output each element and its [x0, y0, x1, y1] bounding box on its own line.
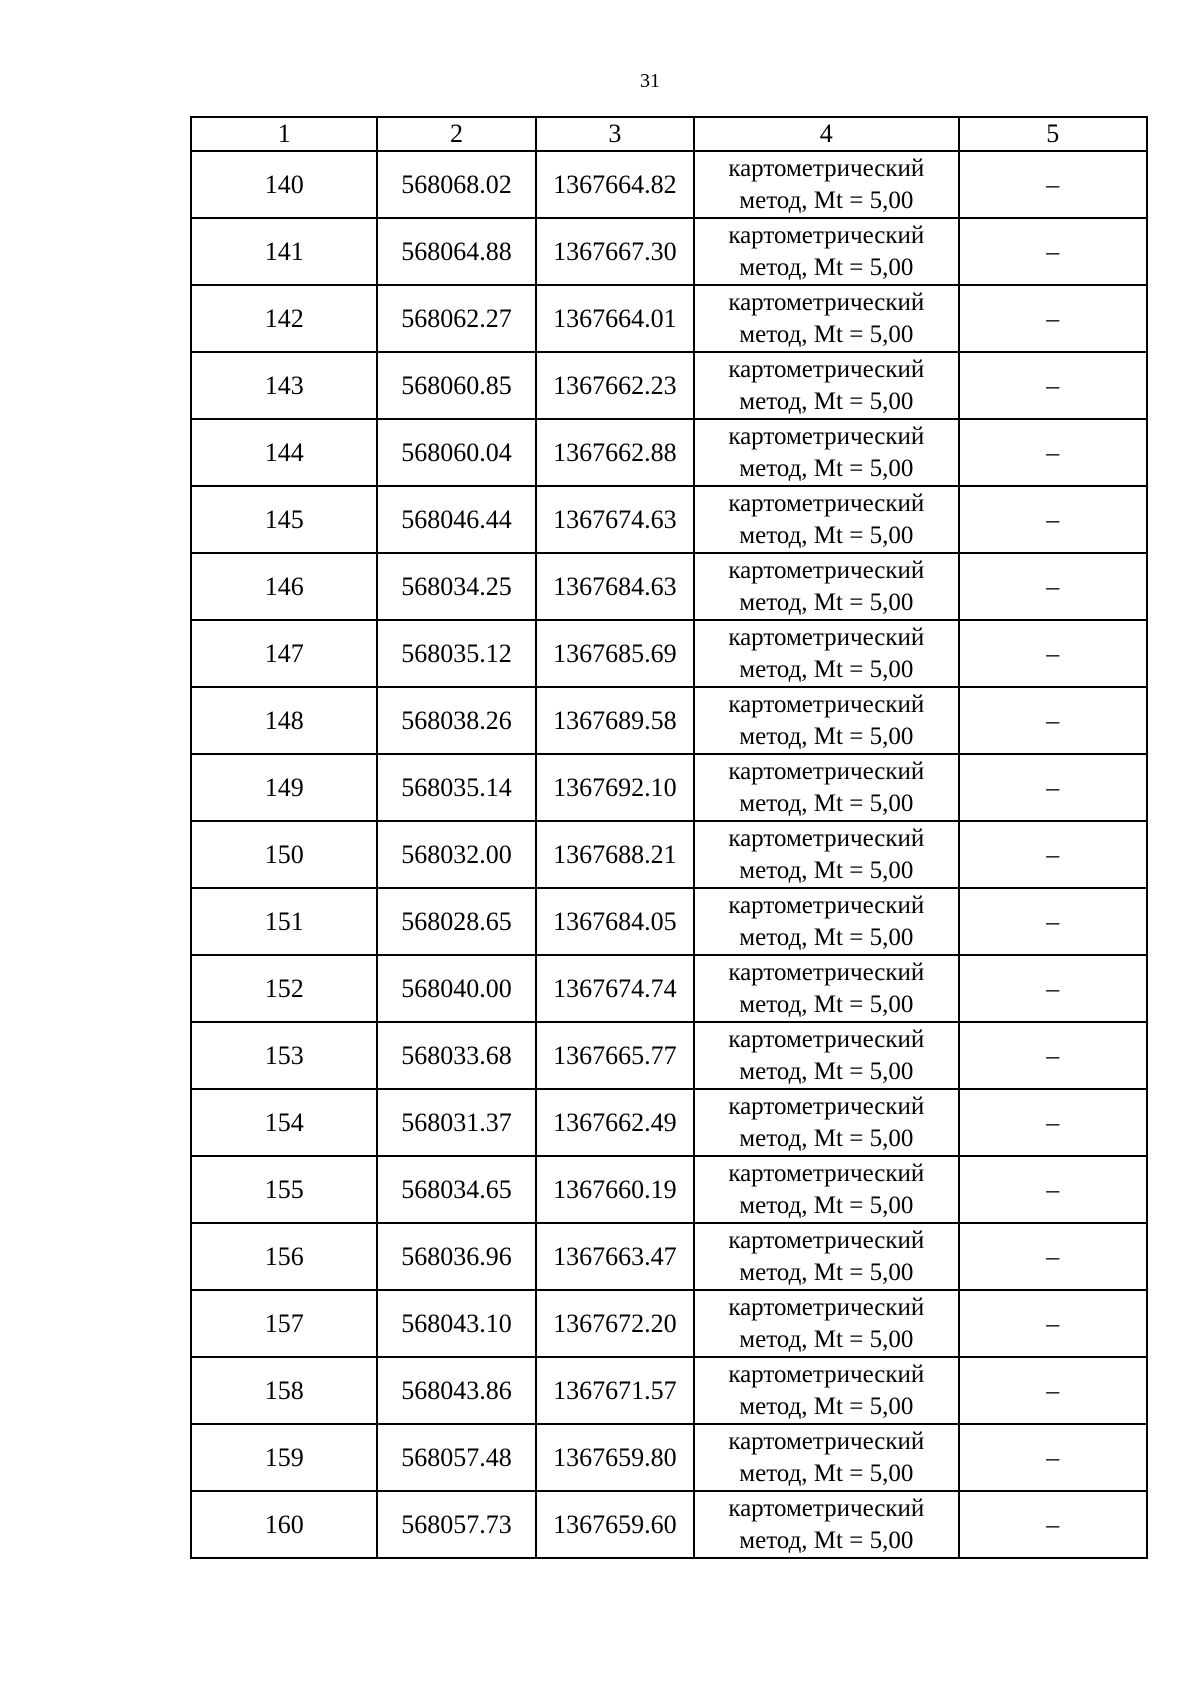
notes-cell: – — [959, 955, 1147, 1022]
point-number-cell: 146 — [191, 553, 377, 620]
notes-cell: – — [959, 1156, 1147, 1223]
point-number-cell: 147 — [191, 620, 377, 687]
y-coordinate-cell: 1367684.05 — [536, 888, 694, 955]
header-cell-1: 1 — [191, 117, 377, 151]
table-row — [191, 821, 1147, 888]
header-cell-5: 5 — [959, 117, 1147, 151]
method-cell — [694, 1491, 959, 1558]
x-coordinate-cell: 568043.10 — [377, 1290, 535, 1357]
table-row — [191, 1357, 1147, 1424]
y-coordinate-cell: 1367674.63 — [536, 486, 694, 553]
notes-cell: – — [959, 1022, 1147, 1089]
point-number-cell: 149 — [191, 754, 377, 821]
method-line-2: метод, Mt = 5,00 — [739, 856, 914, 884]
y-coordinate-cell: 1367684.63 — [536, 553, 694, 620]
method-cell — [694, 553, 959, 620]
notes-cell: – — [959, 419, 1147, 486]
notes-cell: – — [959, 1223, 1147, 1290]
method-line-1: картометрический — [728, 1226, 925, 1254]
table-row — [191, 486, 1147, 553]
method-line-2: метод, Mt = 5,00 — [739, 1459, 914, 1487]
method-line-1: картометрический — [728, 824, 925, 852]
point-number-cell: 152 — [191, 955, 377, 1022]
table-row — [191, 754, 1147, 821]
point-number-cell: 159 — [191, 1424, 377, 1491]
method-line-2: метод, Mt = 5,00 — [739, 387, 914, 415]
y-coordinate-cell: 1367659.80 — [536, 1424, 694, 1491]
notes-cell: – — [959, 218, 1147, 285]
notes-cell: – — [959, 352, 1147, 419]
x-coordinate-cell: 568033.68 — [377, 1022, 535, 1089]
x-coordinate-cell: 568040.00 — [377, 955, 535, 1022]
method-line-2: метод, Mt = 5,00 — [739, 1258, 914, 1286]
table-row — [191, 1156, 1147, 1223]
method-line-2: метод, Mt = 5,00 — [739, 521, 914, 549]
y-coordinate-cell: 1367662.23 — [536, 352, 694, 419]
table-row — [191, 151, 1147, 218]
table-row — [191, 1491, 1147, 1558]
method-line-1: картометрический — [728, 154, 925, 182]
notes-cell: – — [959, 888, 1147, 955]
method-cell — [694, 1022, 959, 1089]
table-row — [191, 1424, 1147, 1491]
method-cell — [694, 620, 959, 687]
point-number-cell: 145 — [191, 486, 377, 553]
method-line-1: картометрический — [728, 1494, 925, 1522]
x-coordinate-cell: 568057.73 — [377, 1491, 535, 1558]
method-line-1: картометрический — [728, 288, 925, 316]
x-coordinate-cell: 568031.37 — [377, 1089, 535, 1156]
point-number-cell: 144 — [191, 419, 377, 486]
x-coordinate-cell: 568034.25 — [377, 553, 535, 620]
table-row — [191, 553, 1147, 620]
method-cell — [694, 285, 959, 352]
method-line-1: картометрический — [728, 623, 925, 651]
method-line-2: метод, Mt = 5,00 — [739, 1392, 914, 1420]
table-row — [191, 352, 1147, 419]
method-cell — [694, 1357, 959, 1424]
table-row — [191, 285, 1147, 352]
x-coordinate-cell: 568038.26 — [377, 687, 535, 754]
y-coordinate-cell: 1367672.20 — [536, 1290, 694, 1357]
point-number-cell: 157 — [191, 1290, 377, 1357]
table-row — [191, 1290, 1147, 1357]
x-coordinate-cell: 568035.14 — [377, 754, 535, 821]
method-line-2: метод, Mt = 5,00 — [739, 588, 914, 616]
method-line-1: картометрический — [728, 690, 925, 718]
x-coordinate-cell: 568060.04 — [377, 419, 535, 486]
point-number-cell: 160 — [191, 1491, 377, 1558]
table-header — [191, 117, 1147, 151]
method-cell — [694, 1089, 959, 1156]
y-coordinate-cell: 1367685.69 — [536, 620, 694, 687]
table-row — [191, 218, 1147, 285]
coordinates-table — [190, 116, 1148, 1559]
header-cell-2: 2 — [377, 117, 535, 151]
method-line-2: метод, Mt = 5,00 — [739, 923, 914, 951]
notes-cell: – — [959, 553, 1147, 620]
y-coordinate-cell: 1367662.88 — [536, 419, 694, 486]
table-row — [191, 1022, 1147, 1089]
notes-cell: – — [959, 1491, 1147, 1558]
x-coordinate-cell: 568057.48 — [377, 1424, 535, 1491]
method-line-1: картометрический — [728, 355, 925, 383]
x-coordinate-cell: 568062.27 — [377, 285, 535, 352]
method-cell — [694, 1290, 959, 1357]
notes-cell: – — [959, 620, 1147, 687]
method-cell — [694, 1223, 959, 1290]
x-coordinate-cell: 568068.02 — [377, 151, 535, 218]
y-coordinate-cell: 1367664.01 — [536, 285, 694, 352]
method-cell — [694, 955, 959, 1022]
method-line-2: метод, Mt = 5,00 — [739, 1124, 914, 1152]
x-coordinate-cell: 568032.00 — [377, 821, 535, 888]
y-coordinate-cell: 1367688.21 — [536, 821, 694, 888]
method-line-1: картометрический — [728, 556, 925, 584]
method-cell — [694, 218, 959, 285]
method-line-2: метод, Mt = 5,00 — [739, 1191, 914, 1219]
table-row — [191, 1223, 1147, 1290]
method-line-2: метод, Mt = 5,00 — [739, 320, 914, 348]
notes-cell: – — [959, 1424, 1147, 1491]
table-row — [191, 888, 1147, 955]
table-body — [191, 151, 1147, 1558]
method-line-2: метод, Mt = 5,00 — [739, 722, 914, 750]
y-coordinate-cell: 1367662.49 — [536, 1089, 694, 1156]
point-number-cell: 156 — [191, 1223, 377, 1290]
x-coordinate-cell: 568064.88 — [377, 218, 535, 285]
x-coordinate-cell: 568043.86 — [377, 1357, 535, 1424]
point-number-cell: 153 — [191, 1022, 377, 1089]
method-line-1: картометрический — [728, 891, 925, 919]
method-line-2: метод, Mt = 5,00 — [739, 253, 914, 281]
x-coordinate-cell: 568036.96 — [377, 1223, 535, 1290]
notes-cell: – — [959, 151, 1147, 218]
method-line-1: картометрический — [728, 1360, 925, 1388]
method-cell — [694, 821, 959, 888]
y-coordinate-cell: 1367671.57 — [536, 1357, 694, 1424]
y-coordinate-cell: 1367663.47 — [536, 1223, 694, 1290]
point-number-cell: 150 — [191, 821, 377, 888]
method-line-1: картометрический — [728, 221, 925, 249]
table-row — [191, 955, 1147, 1022]
method-line-1: картометрический — [728, 1427, 925, 1455]
method-line-1: картометрический — [728, 757, 925, 785]
x-coordinate-cell: 568060.85 — [377, 352, 535, 419]
table-row — [191, 1089, 1147, 1156]
method-cell — [694, 352, 959, 419]
point-number-cell: 151 — [191, 888, 377, 955]
point-number-cell: 141 — [191, 218, 377, 285]
y-coordinate-cell: 1367667.30 — [536, 218, 694, 285]
header-cell-3: 3 — [536, 117, 694, 151]
method-line-2: метод, Mt = 5,00 — [739, 789, 914, 817]
y-coordinate-cell: 1367674.74 — [536, 955, 694, 1022]
x-coordinate-cell: 568046.44 — [377, 486, 535, 553]
point-number-cell: 155 — [191, 1156, 377, 1223]
header-cell-4: 4 — [694, 117, 959, 151]
point-number-cell: 148 — [191, 687, 377, 754]
notes-cell: – — [959, 687, 1147, 754]
method-cell — [694, 419, 959, 486]
point-number-cell: 142 — [191, 285, 377, 352]
method-cell — [694, 1156, 959, 1223]
table-row — [191, 419, 1147, 486]
method-line-2: метод, Mt = 5,00 — [739, 1057, 914, 1085]
method-line-1: картометрический — [728, 1092, 925, 1120]
method-line-1: картометрический — [728, 1025, 925, 1053]
method-line-1: картометрический — [728, 1159, 925, 1187]
method-cell — [694, 888, 959, 955]
y-coordinate-cell: 1367689.58 — [536, 687, 694, 754]
y-coordinate-cell: 1367665.77 — [536, 1022, 694, 1089]
method-line-1: картометрический — [728, 422, 925, 450]
table-row — [191, 687, 1147, 754]
header-row — [191, 117, 1147, 151]
y-coordinate-cell: 1367664.82 — [536, 151, 694, 218]
y-coordinate-cell: 1367659.60 — [536, 1491, 694, 1558]
method-line-1: картометрический — [728, 958, 925, 986]
notes-cell: – — [959, 754, 1147, 821]
y-coordinate-cell: 1367692.10 — [536, 754, 694, 821]
notes-cell: – — [959, 486, 1147, 553]
point-number-cell: 154 — [191, 1089, 377, 1156]
method-line-2: метод, Mt = 5,00 — [739, 186, 914, 214]
table-row — [191, 620, 1147, 687]
method-line-2: метод, Mt = 5,00 — [739, 1325, 914, 1353]
method-line-2: метод, Mt = 5,00 — [739, 454, 914, 482]
y-coordinate-cell: 1367660.19 — [536, 1156, 694, 1223]
method-cell — [694, 1424, 959, 1491]
notes-cell: – — [959, 1089, 1147, 1156]
page-number: 31 — [640, 70, 660, 92]
x-coordinate-cell: 568035.12 — [377, 620, 535, 687]
method-cell — [694, 486, 959, 553]
point-number-cell: 143 — [191, 352, 377, 419]
method-line-2: метод, Mt = 5,00 — [739, 1526, 914, 1554]
notes-cell: – — [959, 821, 1147, 888]
method-line-1: картометрический — [728, 1293, 925, 1321]
method-line-1: картометрический — [728, 489, 925, 517]
method-cell — [694, 687, 959, 754]
method-line-2: метод, Mt = 5,00 — [739, 655, 914, 683]
notes-cell: – — [959, 1290, 1147, 1357]
x-coordinate-cell: 568028.65 — [377, 888, 535, 955]
point-number-cell: 140 — [191, 151, 377, 218]
notes-cell: – — [959, 1357, 1147, 1424]
method-cell — [694, 151, 959, 218]
x-coordinate-cell: 568034.65 — [377, 1156, 535, 1223]
method-cell — [694, 754, 959, 821]
notes-cell: – — [959, 285, 1147, 352]
point-number-cell: 158 — [191, 1357, 377, 1424]
method-line-2: метод, Mt = 5,00 — [739, 990, 914, 1018]
